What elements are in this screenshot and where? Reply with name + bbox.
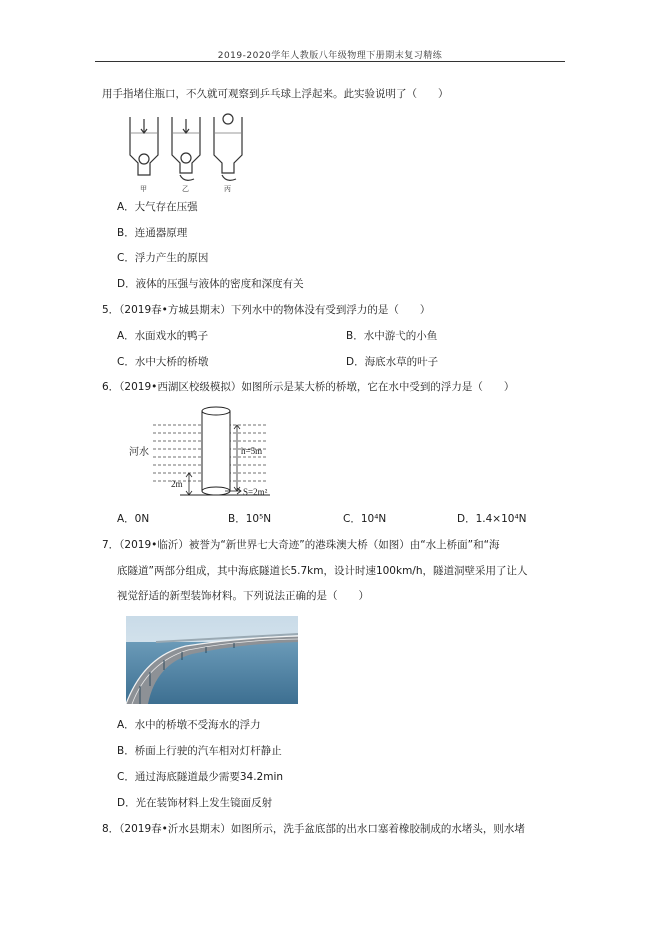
q6-option-d: D．1.4×10⁴N <box>457 513 527 525</box>
page-header: 2019-2020学年人教版八年级物理下册期末复习精练 <box>217 51 443 61</box>
bottle-experiment-figure <box>122 113 247 195</box>
q7-option-b: B．桥面上行驶的汽车相对灯杆静止 <box>117 745 282 757</box>
header-rule <box>95 61 565 62</box>
area-label: S=2m² <box>243 487 268 497</box>
q4-option-a: A．大气存在压强 <box>117 201 198 213</box>
q4-stem: 用手指堵住瓶口，不久就可观察到乒乓球上浮起来。此实验说明了（ ） <box>102 88 449 100</box>
q6-option-a: A．0N <box>117 513 150 525</box>
q7-stem-line-3: 视觉舒适的新型装饰材料。下列说法正确的是（ ） <box>117 590 369 602</box>
river-label: 河水 <box>129 447 149 458</box>
q5-stem: 5．（2019春•方城县期末）下列水中的物体没有受到浮力的是（ ） <box>102 304 431 316</box>
q5-option-c: C．水中大桥的桥墩 <box>117 356 209 368</box>
depth-label: 2m <box>171 479 183 489</box>
q7-option-c: C．通过海底隧道最少需要34.2min <box>117 771 284 783</box>
q7-option-a: A．水中的桥墩不受海水的浮力 <box>117 719 261 731</box>
q5-option-a: A．水面戏水的鸭子 <box>117 330 209 342</box>
q7-stem-line-1: 7．（2019•临沂）被誉为“新世界七大奇迹”的港珠澳大桥（如图）由“水上桥面”和“海 <box>102 539 500 551</box>
q6-option-b: B．10⁵N <box>228 513 272 525</box>
q7-stem-line-2: 底隧道”两部分组成，其中海底隧道长5.7km，设计时速100km/h，隧道洞壁采用了让人 <box>117 565 528 577</box>
bridge-pier-figure <box>125 403 295 503</box>
q6-stem: 6．（2019•西湖区校级模拟）如图所示是某大桥的桥墩，它在水中受到的浮力是（ ） <box>102 381 515 393</box>
fig-label-b: 乙 <box>182 185 189 193</box>
q5-option-d: D．海底水草的叶子 <box>346 356 439 368</box>
fig-label-c: 丙 <box>224 185 231 193</box>
bridge-photo <box>126 616 298 704</box>
height-label: h=5m <box>241 446 263 456</box>
fig-label-a: 甲 <box>140 185 147 193</box>
q4-option-b: B．连通器原理 <box>117 227 188 239</box>
q4-option-d: D．液体的压强与液体的密度和深度有关 <box>117 278 304 290</box>
q5-option-b: B．水中游弋的小鱼 <box>346 330 438 342</box>
q6-option-c: C．10⁴N <box>343 513 387 525</box>
q8-stem: 8．（2019春•沂水县期末）如图所示，洗手盆底部的出水口塞着橡胶制成的水堵头，则水堵 <box>102 823 525 835</box>
q7-option-d: D．光在装饰材料上发生镜面反射 <box>117 797 273 809</box>
q4-option-c: C．浮力产生的原因 <box>117 252 209 264</box>
